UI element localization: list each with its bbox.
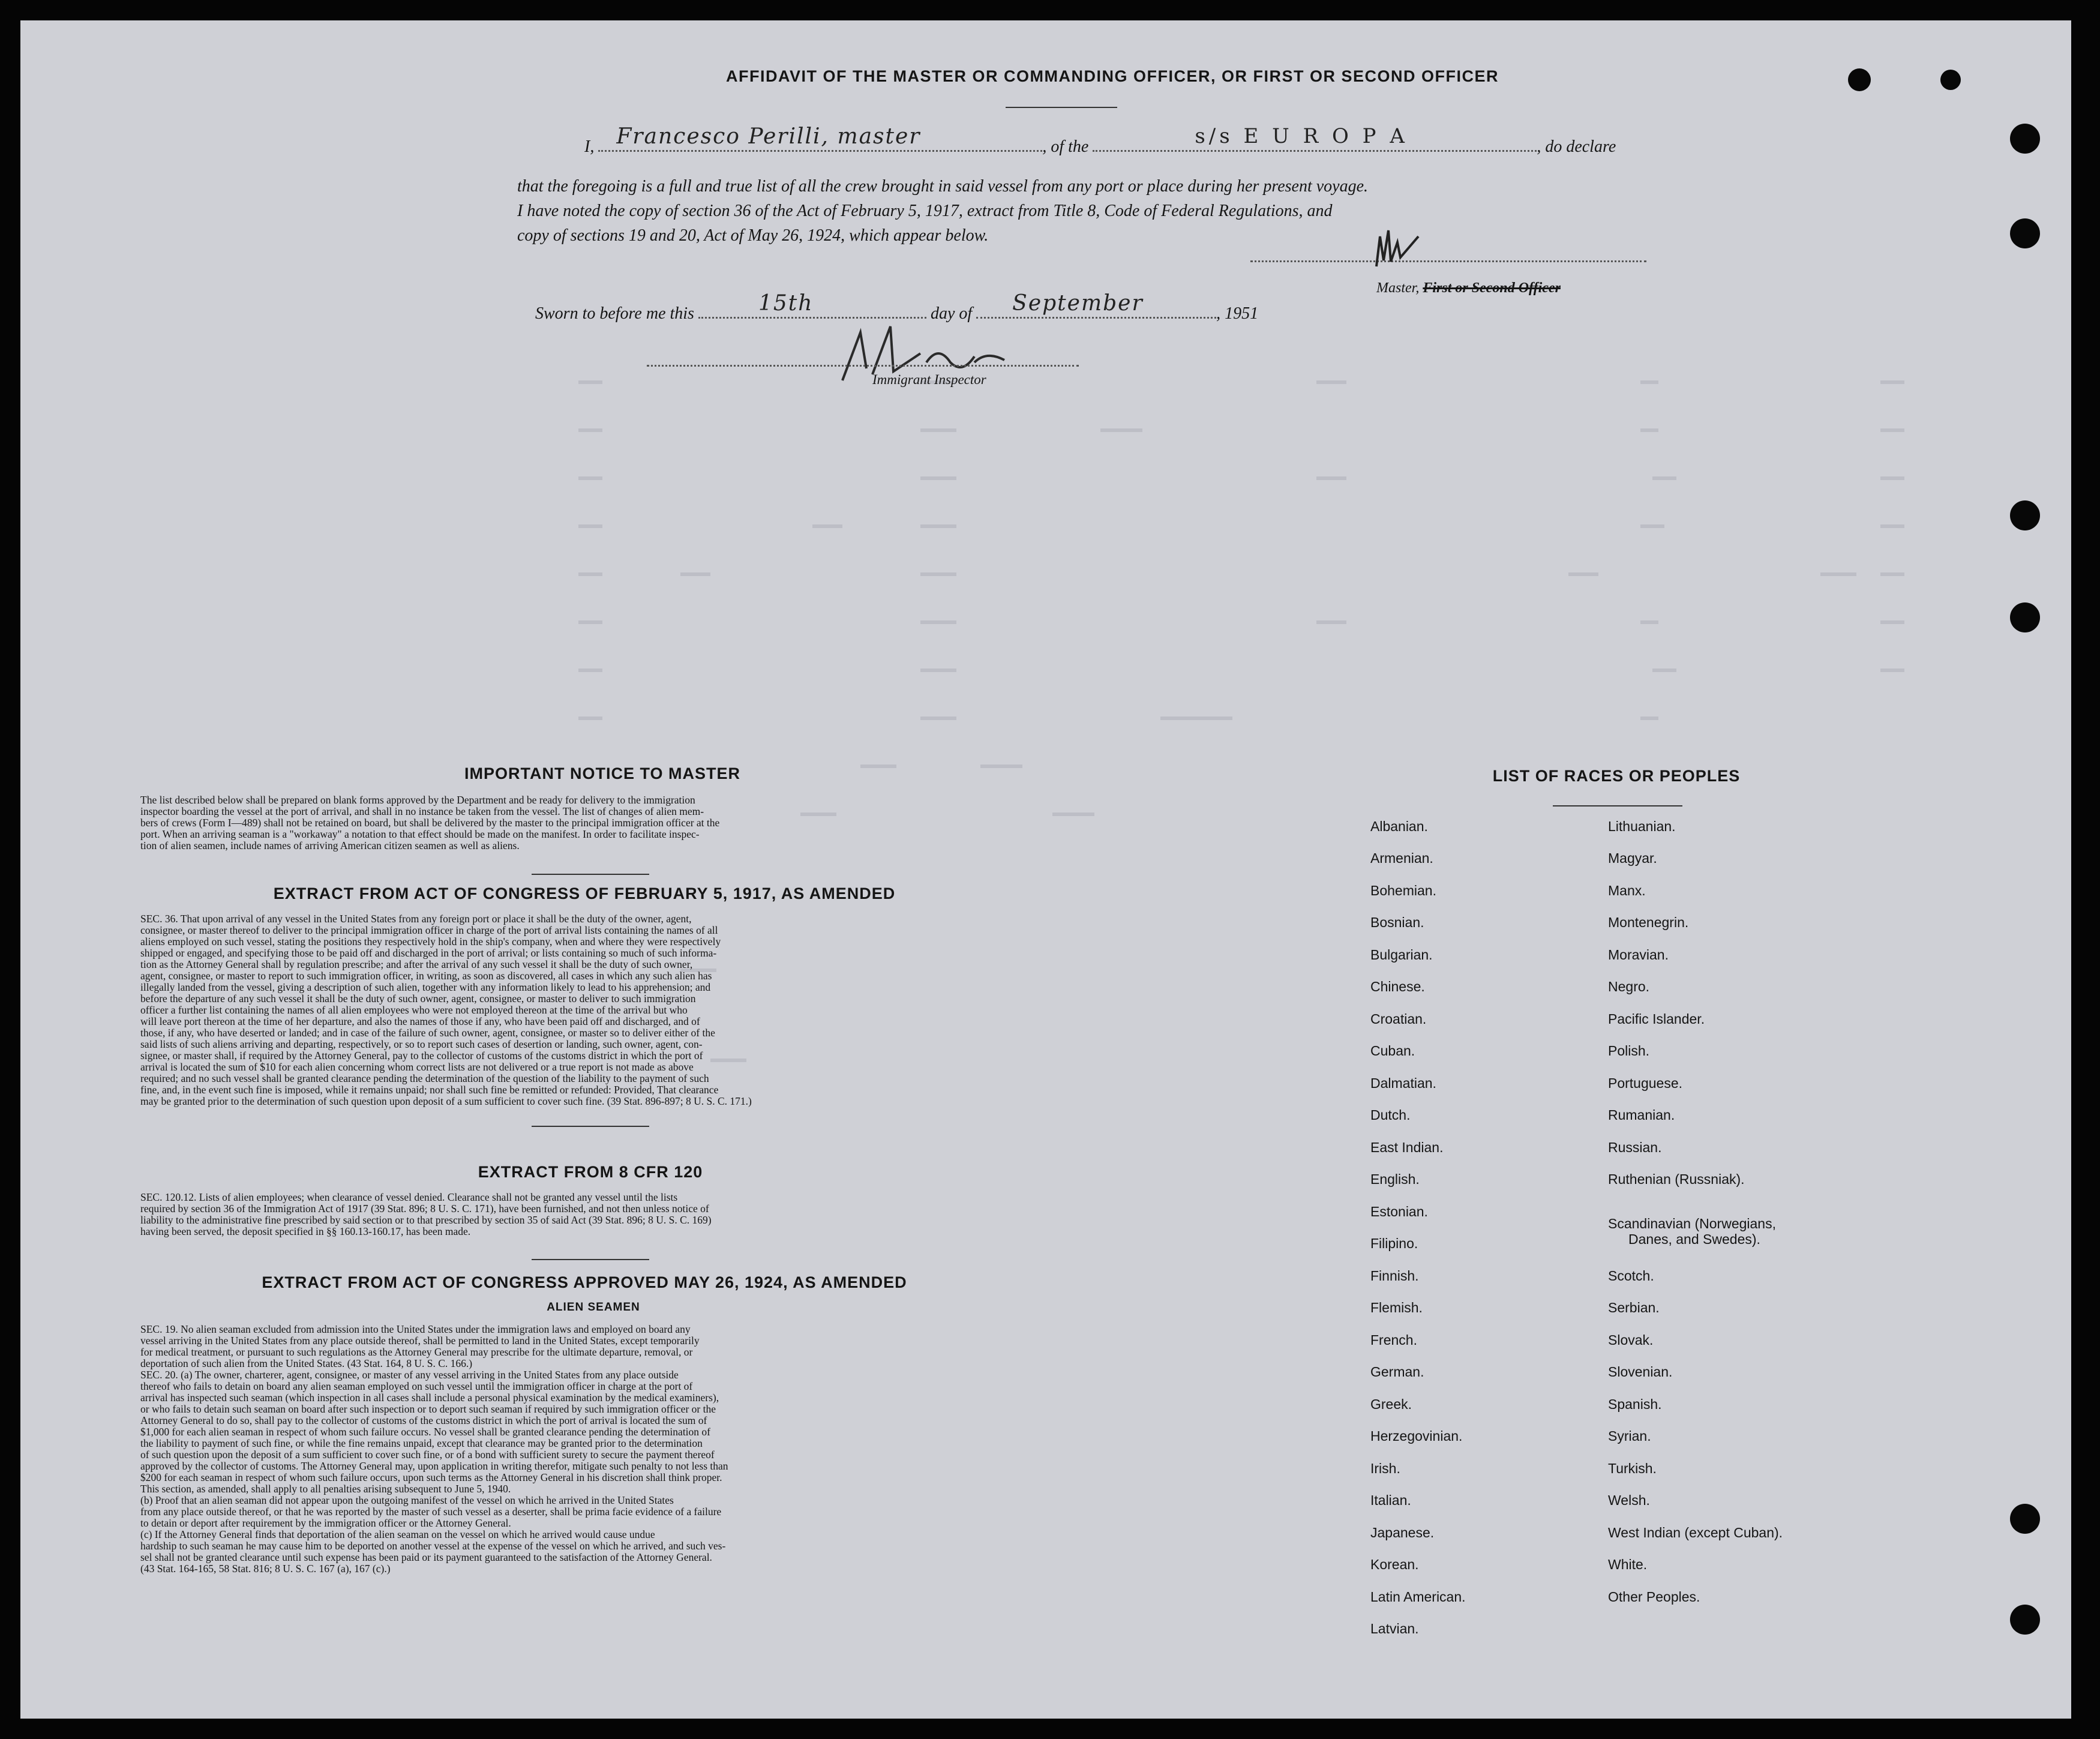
sworn-month-field	[976, 291, 1216, 319]
extract-1924-line: $200 for each seaman in respect of whom such failure occurs, upon such terms as the Attorney General in his discretion shall think proper.	[140, 1471, 722, 1483]
notice-body	[140, 794, 1028, 851]
punch-hole	[2010, 1605, 2040, 1635]
extract-1917-line: will leave port thereon at the time of her departure, and also the names of those if any, who have been paid off and discharged, and of	[140, 1015, 700, 1027]
extract-cfr-heading: EXTRACT FROM 8 CFR 120	[478, 1163, 703, 1181]
race-item: Dutch.	[1370, 1107, 1411, 1123]
extract-1924-line: vessel arriving in the United States from any place outside thereof, shall be permitted to land in the United States, except temporarily	[140, 1335, 700, 1347]
race-item: Bosnian.	[1370, 915, 1424, 930]
extract-1917-line: illegally landed from the vessel, giving a description of such alien, together with any information likely to lead to his apprehension; and	[140, 981, 711, 993]
affidavit-title: AFFIDAVIT OF THE MASTER OR COMMANDING OFFICER, OR FIRST OR SECOND OFFICER	[726, 67, 1499, 85]
extract-1924-line: (43 Stat. 164-165, 58 Stat. 816; 8 U. S. C. 167 (a), 167 (c).)	[140, 1563, 391, 1575]
extract-1924-body	[140, 1324, 1028, 1575]
extract-1917-line: before the departure of any such vessel it shall be the duty of such owner, agent, consignee, or master to deliver to such immigration	[140, 993, 696, 1005]
declaration-line-2: that the foregoing is a full and true list of all the crew brought in said vessel from any port or place during her present voyage.	[517, 177, 1369, 196]
extract-1924-line: from any place outside thereof, or that he was reported by the master of such vessel as a deserter, shall be prima facie evidence of a failure	[140, 1506, 722, 1518]
race-item: Scandinavian (Norwegians,	[1608, 1216, 1776, 1231]
document-page	[20, 20, 2071, 1719]
divider	[532, 1126, 649, 1127]
extract-1917-line: may be granted prior to the determination of such question upon deposit of a sum sufficient to cover such fine. (39 Stat. 896-897; 8 U. S. C. 171.)	[140, 1095, 752, 1107]
divider	[1553, 805, 1682, 806]
day-of-label: day of	[930, 304, 973, 323]
race-item: Other Peoples.	[1608, 1589, 1700, 1605]
title-underline	[1006, 107, 1117, 108]
race-item: Slovak.	[1608, 1332, 1654, 1348]
race-item: Filipino.	[1370, 1236, 1418, 1251]
extract-cfr-body	[140, 1192, 1028, 1237]
extract-1917-line: those, if any, who have deserted or landed; and in case of the failure of such owner, agent, consignee, or master so to deliver either of the	[140, 1027, 715, 1039]
race-item: English.	[1370, 1171, 1420, 1187]
race-item: French.	[1370, 1332, 1417, 1348]
race-item: Turkish.	[1608, 1461, 1657, 1476]
extract-1917-body	[140, 913, 1028, 1107]
extract-1924-line: SEC. 19. No alien seaman excluded from admission into the United States under the immigration laws and employed on board any	[140, 1323, 691, 1335]
extract-1924-line: sel shall not be granted clearance until such expense has been paid or its payment guaranteed to the satisfaction of the Attorney General.	[140, 1551, 712, 1563]
extract-1917-line: agent, consignee, or master to report to such immigration officer, in writing, as soon as discovered, all cases in which any such alien has	[140, 970, 712, 982]
extract-1917-line: officer a further list containing the names of all alien employees who were not employed thereon at the time of the arrival but who	[140, 1004, 688, 1016]
race-item: Welsh.	[1608, 1492, 1650, 1508]
extract-1924-line: for medical treatment, or pursuant to such regulations as the Attorney General may prescribe for the ultimate departure, removal, or	[140, 1346, 693, 1358]
sworn-year: , 1951	[1216, 304, 1259, 323]
punch-hole	[1848, 68, 1871, 91]
extract-1924-line: hardship to such seaman he may cause him to be deported on another vessel at the expense of the vessel on which he arrived, and such ves-	[140, 1540, 726, 1552]
races-heading: LIST OF RACES OR PEOPLES	[1492, 767, 1741, 785]
punch-hole	[2010, 218, 2040, 248]
race-item: Montenegrin.	[1608, 915, 1689, 930]
race-item: Dalmatian.	[1370, 1075, 1436, 1091]
race-item: Lithuanian.	[1608, 818, 1676, 834]
punch-hole	[2010, 500, 2040, 530]
extract-1924-subheading: ALIEN SEAMEN	[547, 1301, 640, 1314]
extract-1924-line: (b) Proof that an alien seaman did not appear upon the outgoing manifest of the vessel on which he arrived in the United States	[140, 1494, 674, 1506]
extract-cfr-line: required by section 36 of the Immigration Act of 1917 (39 Stat. 896; 8 U. S. C. 171), have been furnished, and not then unless notice of	[140, 1203, 709, 1215]
extract-1924-line: This section, as amended, shall apply to all penalties arising subsequent to June 5, 1940.	[140, 1483, 511, 1495]
extract-1917-line: SEC. 36. That upon arrival of any vessel in the United States from any foreign port or place it shall be the duty of the owner, agent,	[140, 913, 692, 925]
extract-1924-line: thereof who fails to detain on board any alien seaman employed on such vessel until the immigration officer in charge at the port of	[140, 1380, 693, 1392]
race-item: Herzegovinian.	[1370, 1428, 1463, 1444]
race-item: Negro.	[1608, 979, 1650, 994]
extract-1924-line: approved by the collector of customs. The Attorney General may, upon application in writing therefor, mitigate such penalty to not less than	[140, 1460, 728, 1472]
vessel-name-handwritten: s/s E U R O P A	[1195, 124, 1408, 148]
race-item: Greek.	[1370, 1396, 1412, 1412]
notice-line: inspector boarding the vessel at the port of arrival, and shall in no instance be taken from the vessel. The list of changes of alien mem-	[140, 805, 704, 817]
race-item: Albanian.	[1370, 818, 1428, 834]
race-item: Syrian.	[1608, 1428, 1651, 1444]
race-item: Italian.	[1370, 1492, 1411, 1508]
extract-1917-line: required; and no such vessel shall be granted clearance pending the determination of the question of the liability to the payment of such	[140, 1072, 709, 1084]
extract-1917-line: said lists of such aliens arriving and departing, respectively, or so to report such cases of desertion or landing, such owner, agent, con-	[140, 1038, 703, 1050]
signature-role-struck: First or Second Officer	[1423, 280, 1561, 296]
signature-role	[1376, 276, 1561, 301]
signature-role-master: Master,	[1376, 280, 1420, 296]
punch-hole	[1940, 70, 1961, 90]
notice-heading: IMPORTANT NOTICE TO MASTER	[464, 764, 740, 782]
race-item: Polish.	[1608, 1043, 1650, 1059]
notice-line: The list described below shall be prepared on blank forms approved by the Department and be ready for delivery to the immigration	[140, 794, 695, 806]
race-item: Irish.	[1370, 1461, 1400, 1476]
race-item: Spanish.	[1608, 1396, 1662, 1412]
race-item: Estonian.	[1370, 1204, 1428, 1219]
race-item: Slovenian.	[1608, 1364, 1673, 1380]
master-signature	[1364, 224, 1436, 278]
extract-1917-line: tion as the Attorney General shall by regulation prescribe; and after the arrival of any such vessel it shall be the duty of such owner,	[140, 958, 693, 970]
sworn-day-handwritten: 15th	[758, 291, 814, 316]
race-item: Armenian.	[1370, 850, 1433, 866]
sworn-month-handwritten: September	[1012, 291, 1144, 316]
race-item: Pacific Islander.	[1608, 1011, 1705, 1027]
declaration-line-4: copy of sections 19 and 20, Act of May 26, 1924, which appear below.	[517, 226, 989, 245]
sworn-day-field	[698, 291, 926, 319]
race-item: Ruthenian (Russniak).	[1608, 1171, 1745, 1187]
divider	[532, 874, 649, 875]
race-item: Japanese.	[1370, 1525, 1435, 1540]
extract-1924-heading: EXTRACT FROM ACT OF CONGRESS APPROVED MAY 26, 1924, AS AMENDED	[262, 1273, 907, 1291]
race-item: Croatian.	[1370, 1011, 1427, 1027]
extract-1917-line: shipped or engaged, and specifying those to be paid off and discharged in the port of arrival; or lists containing so much of such informa-	[140, 947, 717, 959]
extract-1924-line: (c) If the Attorney General finds that deportation of the alien seaman on the vessel on which he arrived would cause undue	[140, 1528, 655, 1540]
extract-1917-line: signee, or master shall, if required by the Attorney General, pay to the collector of customs of the customs district in which the port of	[140, 1050, 703, 1062]
vessel-name-field	[1093, 124, 1537, 152]
declaration-line-3: I have noted the copy of section 36 of the Act of February 5, 1917, extract from Title 8, Code of Federal Regulations, and	[517, 202, 1333, 220]
race-item: Cuban.	[1370, 1043, 1415, 1059]
master-name-field	[598, 124, 1042, 152]
extract-1924-line: SEC. 20. (a) The owner, charterer, agent, consignee, or master of any vessel arriving in the United States from any place outside	[140, 1369, 679, 1381]
extract-cfr-line: liability to the administrative fine prescribed by said section or to that prescribed by section 35 of said Act (39 Stat. 896; 8 U. S. C. 169)	[140, 1214, 712, 1226]
extract-1924-line: arrival has inspected such seaman (which inspection in all cases shall include a personal physical examination by the medical examiners),	[140, 1392, 719, 1404]
extract-1924-line: of such question upon the deposit of a sum sufficient to cover such fine, or of a bond with sufficient surety to secure the payment thereof	[140, 1449, 715, 1461]
declaration-pronoun: I,	[584, 137, 595, 156]
race-item: Scotch.	[1608, 1268, 1654, 1284]
race-item: Manx.	[1608, 883, 1646, 898]
race-item: Bulgarian.	[1370, 947, 1433, 963]
notice-line: tion of alien seamen, include names of arriving American citizen seamen as well as aliens.	[140, 839, 520, 851]
extract-1924-line: $1,000 for each alien seaman in respect of whom such failure occurs. No vessel shall be granted clearance pending the determination of	[140, 1426, 710, 1438]
extract-1924-line: Attorney General to do so, shall pay to the collector of customs of the customs district in which the port of arrival is located the sum of	[140, 1414, 707, 1426]
race-item: German.	[1370, 1364, 1424, 1380]
race-item: East Indian.	[1370, 1140, 1444, 1155]
race-item: Portuguese.	[1608, 1075, 1683, 1091]
extract-1924-line: the liability to payment of such fine, or while the fine remains unpaid, except that clearance may be granted prior to the determination	[140, 1437, 703, 1449]
inspector-label: Immigrant Inspector	[872, 372, 986, 387]
notice-line: bers of crews (Form I—489) shall not be retained on board, but shall be delivered by the master to the principal immigration officer at the	[140, 817, 720, 829]
extract-cfr-line: SEC. 120.12. Lists of alien employees; when clearance of vessel denied. Clearance shall not be granted any vessel until the lists	[140, 1191, 678, 1203]
master-signature-line	[1250, 260, 1646, 262]
race-item: Korean.	[1370, 1557, 1419, 1572]
do-declare-label: , do declare	[1537, 137, 1616, 156]
extract-1917-line: arrival is located the sum of $10 for each alien concerning whom correct lists are not delivered or a true report is not made as above	[140, 1061, 694, 1073]
race-item: Flemish.	[1370, 1300, 1423, 1315]
race-item: Moravian.	[1608, 947, 1669, 963]
extract-1917-heading: EXTRACT FROM ACT OF CONGRESS OF FEBRUARY 5, 1917, AS AMENDED	[273, 885, 896, 903]
punch-hole	[2010, 124, 2040, 154]
race-item: Bohemian.	[1370, 883, 1436, 898]
race-item: Magyar.	[1608, 850, 1657, 866]
punch-hole	[2010, 1504, 2040, 1534]
extract-1917-line: fine, and, in the event such fine is imposed, while it remains unpaid; nor shall such fine be remitted or refunded: Provided, That clearance	[140, 1084, 719, 1096]
master-name-handwritten: Francesco Perilli, master	[616, 124, 921, 149]
divider	[532, 1259, 649, 1260]
race-item: Latvian.	[1370, 1621, 1419, 1636]
of-the-label: , of the	[1042, 137, 1089, 156]
sworn-prefix: Sworn to before me this	[535, 304, 694, 323]
extract-1924-line: deportation of such alien from the United States. (43 Stat. 164, 8 U. S. C. 166.)	[140, 1357, 473, 1369]
inspector-signature-line	[647, 365, 1079, 367]
extract-cfr-line: having been served, the deposit specified in §§ 160.13-160.17, has been made.	[140, 1225, 471, 1237]
race-item: Latin American.	[1370, 1589, 1466, 1605]
race-item: Finnish.	[1370, 1268, 1419, 1284]
race-item: West Indian (except Cuban).	[1608, 1525, 1783, 1540]
notice-line: port. When an arriving seaman is a "workaway" a notation to that effect should be made on the manifest. In order to facilitate inspec-	[140, 828, 700, 840]
punch-hole	[2010, 602, 2040, 632]
extract-1917-line: consignee, or master thereof to deliver to the principal immigration officer in charge of the port of arrival lists containing the names of all	[140, 924, 718, 936]
declaration-line-1	[584, 124, 1682, 159]
race-item: Chinese.	[1370, 979, 1425, 994]
race-item: White.	[1608, 1557, 1648, 1572]
race-item-continuation: Danes, and Swedes).	[1628, 1231, 1760, 1247]
race-item: Serbian.	[1608, 1300, 1660, 1315]
extract-1924-line: or who fails to detain such seaman on board after such inspection or to deport such seaman if required by such immigration officer or the	[140, 1403, 716, 1415]
extract-1917-line: aliens employed on such vessel, stating the positions they respectively hold in the ship's company, when and where they were respectively	[140, 936, 721, 948]
extract-1924-line: to detain or deport after requirement by the immigration officer or the Attorney General.	[140, 1517, 511, 1529]
race-item: Russian.	[1608, 1140, 1662, 1155]
race-item: Rumanian.	[1608, 1107, 1675, 1123]
